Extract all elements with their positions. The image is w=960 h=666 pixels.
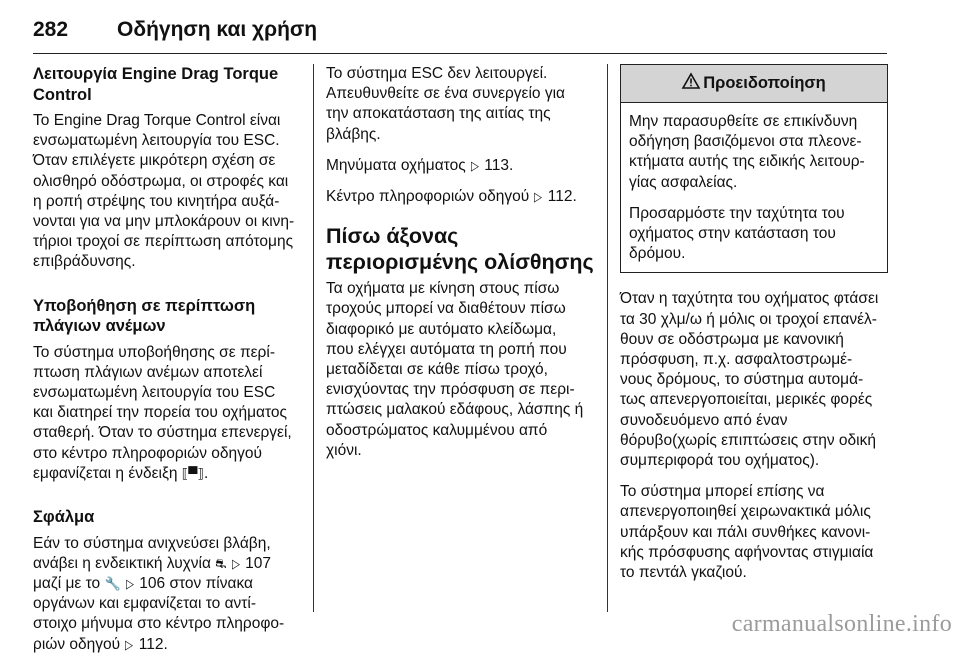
page-number: 282 (33, 18, 69, 41)
paragraph-lsd: Τα οχήματα με κίνηση στους πίσω τροχούς μπορεί να διαθέτουν πίσω διαφορικό με αυτόματο κλείδωμα, που ελέγχει αυτόματα τη ροπή που μεταδίδεται σε κάθε πίσω τροχό, ενισχύοντας την πρόσφυση σε περι- πτώσεις μαλακού εδάφους, λάσπης ή οδοστρώματος καλυμμένου από χιόνι. (326, 280, 584, 459)
fault-line-2: ανάβει η ενδεικτική λυχνία (33, 554, 216, 572)
paragraph-auto-deactivate: Όταν η ταχύτητα του οχήματος φτάσει τα 30 χλμ/ω ή μόλις οι τροχοί επανέλ- θουν σε οδόστρωμα με κανονική πρόσφυση, π.χ. ασφαλτοστρωμέ- νους δρόμους, το σύστημα αυτομά- τως απενεργοποιείται, μερικές φορές συνοδευόμενο από έναν θόρυβο(χωρίς επιπτώσεις στην οδική συμπεριφορά του οχήματος). (620, 290, 879, 470)
watermark-url: carmanualsonline.info (731, 611, 952, 637)
crosswind-text: Το σύστημα υποβοήθησης σε περί- πτωση πλάγιων ανέμων αποτελεί ενσωματωμένη λειτουργία του ESC και διατηρεί την πορεία του οχήματος σταθερή. Όταν το σύστημα επενεργεί, στο κέντρο πληροφοριών οδηγού εμφανίζεται η ένδειξη (33, 343, 292, 482)
paragraph-manual-deactivate: Το σύστημα μπορεί επίσης να απενεργοποιηθεί χειρωνακτικά μόλις υπάρξουν και πάλι συνθήκες κανονι- κής πρόσφυσης αφήνοντας στιγμιαία το πεντάλ γκαζιού. (620, 483, 874, 582)
fault-end: . (163, 635, 168, 653)
vehicle-messages-text: Μηνύματα οχήματος (326, 156, 470, 174)
warning-paragraph-1: Μην παρασυρθείτε σε επικίνδυνη οδήγηση βασιζόμενοι στα πλεονε- κτήματα αυτής της ειδικής λειτουρ- γίας ασφαλείας. (629, 113, 865, 191)
warning-body (621, 103, 887, 272)
link-vehicle-messages: Μηνύματα οχήματος ▷ 113. (326, 156, 598, 176)
wrench-icon: 🔧 (104, 575, 121, 591)
page-header (33, 14, 887, 54)
section-title-crosswind: Υποβοήθηση σε περίπτωση πλάγιων ανέμων (33, 296, 256, 336)
fault-line-rest: οργάνων και εμφανίζεται το αντί- στοιχο μήνυμα στο κέντρο πληροφο- ριών οδηγού (33, 595, 285, 653)
page-ref-112[interactable]: 112 (547, 188, 573, 206)
section-title-lsd: Πίσω άξονας περιορισμένης ολίσθησης (326, 224, 594, 274)
fault-line-3b: στον πίνακα (165, 574, 253, 592)
section-title-fault: Σφάλμα (33, 508, 95, 527)
page-ref-arrow-icon: ▷ (231, 555, 240, 571)
esc-warning-lamp-icon: ⛐ (215, 555, 227, 571)
page-ref-arrow-icon: ▷ (470, 157, 479, 173)
crosswind-text-end: . (203, 464, 209, 482)
column-1 (33, 64, 299, 666)
paragraph-fault (33, 534, 299, 655)
warning-paragraph-2: Προσαρμόστε την ταχύτητα του οχήματος στην κατάσταση του δρόμου. (629, 204, 845, 263)
page-ref-arrow-icon: ▷ (125, 575, 134, 591)
paragraph-crosswind (33, 343, 299, 484)
page-ref-arrow-icon: ▷ (125, 636, 134, 652)
column-2 (326, 64, 598, 472)
fault-line-1: Εάν το σύστημα ανιχνεύσει βλάβη, (33, 534, 271, 552)
page-ref-arrow-icon: ▷ (534, 189, 543, 205)
fault-line-3: μαζί με το (33, 574, 105, 592)
column-divider (607, 64, 608, 612)
driver-info-text: Κέντρο πληροφοριών οδηγού (326, 188, 534, 206)
warning-box (620, 64, 888, 273)
paragraph-engine-drag: Το Engine Drag Torque Control είναι ενσωματωμένη λειτουργία του ESC. Όταν επιλέγετε μικρότερη σχέση σε ολισθηρό οδόστρωμα, οι στροφές και η ροπή στρέψης του κινητήρα αυξά- νονται για να μην μπλοκάρουν οι κινη- τήριοι τροχοί σε περίπτωση απότομης επιβράδυνσης. (33, 112, 295, 271)
page-ref-106[interactable]: 106 (139, 574, 166, 592)
column-3 (620, 64, 888, 594)
page-ref-112[interactable]: 112 (138, 635, 164, 653)
warning-triangle-icon (682, 73, 700, 94)
chapter-title: Οδήγηση και χρήση (117, 18, 318, 41)
column-divider (313, 64, 314, 612)
warning-header (621, 65, 887, 103)
paragraph-esc-inactive: Το σύστημα ESC δεν λειτουργεί. Απευθυνθείτε σε ένα συνεργείο για την αποκατάσταση της αιτίας της βλάβης. (326, 65, 565, 143)
crosswind-indicator-icon: ⟦▀⟧ (181, 465, 204, 481)
page-ref-107[interactable]: 107 (245, 554, 271, 572)
warning-title: Προειδοποίηση (703, 74, 826, 93)
page-ref-113[interactable]: 113 (484, 156, 510, 174)
link-driver-info-centre: Κέντρο πληροφοριών οδηγού ▷ 112. (326, 187, 598, 207)
section-title-engine-drag: Λειτουργία Engine Drag Torque Control (33, 65, 279, 104)
